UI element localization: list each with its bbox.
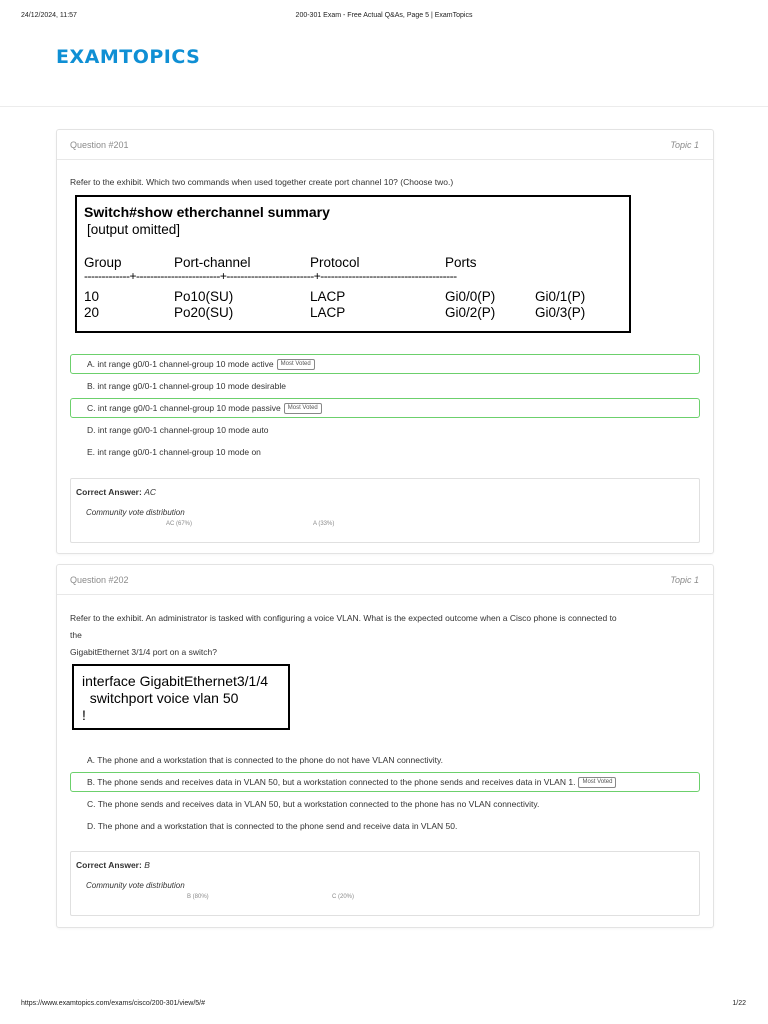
choice-b[interactable] — [70, 376, 700, 396]
choice-text: C. int range g0/0-1 channel-group 10 mode passive — [87, 403, 281, 413]
choice-text: B. int range g0/0-1 channel-group 10 mode desirable — [87, 381, 286, 391]
vote-segment: B (80%) — [187, 894, 209, 900]
exhibit-header-cell: Protocol — [310, 255, 360, 270]
question-text-line: GigabitEthernet 3/1/4 port on a switch? — [70, 647, 217, 657]
print-footer — [0, 1000, 768, 1010]
exhibit-cell: Gi0/0(P) — [445, 289, 496, 304]
question-number: Question #201 — [70, 140, 129, 150]
question-topic: Topic 1 — [670, 575, 699, 585]
print-title: 200-301 Exam - Free Actual Q&As, Page 5 | ExamTopics — [295, 12, 473, 19]
exhibit-cell: LACP — [310, 305, 346, 320]
exhibit-omitted: [output omitted] — [87, 222, 181, 237]
choice-text: D. int range g0/0-1 channel-group 10 mode auto — [87, 425, 269, 435]
question-text-line: Refer to the exhibit. Which two commands when used together create port channel 10? (Choose two.) — [70, 177, 454, 187]
exhibit-header-cell: Port-channel — [174, 255, 251, 270]
choice-b[interactable] — [70, 772, 700, 792]
print-date: 24/12/2024, 11:57 — [21, 12, 77, 19]
choice-text: C. The phone sends and receives data in VLAN 50, but a workstation connected to the phone has no VLAN connectivity. — [87, 799, 540, 809]
page-number: 1/22 — [732, 1000, 746, 1007]
vote-segment: A (33%) — [313, 521, 335, 527]
correct-answer-value: B — [144, 860, 150, 870]
correct-answer — [76, 487, 156, 497]
exhibit-line: switchport voice vlan 50 — [82, 690, 239, 706]
vote-segment: C (20%) — [332, 894, 355, 900]
choice-e[interactable] — [70, 442, 700, 462]
correct-answer-label: Correct Answer: — [76, 487, 142, 497]
choice-text: A. int range g0/0-1 channel-group 10 mode active — [87, 359, 274, 369]
choice-a[interactable] — [70, 750, 700, 770]
exhibit-cell: Gi0/1(P) — [535, 289, 586, 304]
exhibit-cell: Gi0/2(P) — [445, 305, 496, 320]
correct-answer-box — [70, 478, 700, 543]
question-card-201 — [56, 129, 714, 554]
exhibit-cell: LACP — [310, 289, 346, 304]
correct-answer-label: Correct Answer: — [76, 860, 142, 870]
correct-answer-value: AC — [144, 487, 157, 497]
question-card-202 — [56, 564, 714, 928]
correct-answer-box — [70, 851, 700, 916]
choice-d[interactable] — [70, 816, 700, 836]
question-header — [57, 565, 713, 595]
exhibit-title: Switch#show etherchannel summary — [84, 204, 330, 220]
print-header — [0, 12, 768, 24]
choice-text: E. int range g0/0-1 channel-group 10 mode on — [87, 447, 261, 457]
exhibit-cell: Po20(SU) — [174, 305, 234, 320]
exhibit-image — [75, 195, 631, 333]
exhibit-line: interface GigabitEthernet3/1/4 — [82, 673, 269, 689]
exhibit-header-cell: Ports — [445, 255, 477, 270]
choice-c[interactable] — [70, 398, 700, 418]
exhibit-cell: Po10(SU) — [174, 289, 234, 304]
question-text — [70, 174, 453, 191]
vote-distribution-label: Community vote distribution — [86, 881, 185, 890]
vote-segment: AC (67%) — [166, 521, 193, 527]
header-divider — [0, 106, 768, 107]
exhibit-cell: 20 — [84, 305, 100, 320]
exhibit-cell: Gi0/3(P) — [535, 305, 586, 320]
most-voted-badge: Most Voted — [284, 403, 322, 414]
exhibit-separator: -------------+------------------------+-------------------------+--------------------------------------- — [84, 269, 457, 283]
most-voted-badge: Most Voted — [578, 777, 616, 788]
vote-distribution-label: Community vote distribution — [86, 508, 185, 517]
question-text — [70, 610, 617, 661]
exhibit-line: ! — [82, 707, 86, 723]
correct-answer — [76, 860, 150, 870]
choice-text: D. The phone and a workstation that is connected to the phone send and receive data in VLAN 50. — [87, 821, 458, 831]
exhibit-header-cell: Group — [84, 255, 122, 270]
question-text-line: Refer to the exhibit. An administrator is tasked with configuring a voice VLAN. What is the expected outcome when a Cisco phone is connected to — [70, 613, 617, 623]
choice-text: B. The phone sends and receives data in VLAN 50, but a workstation connected to the phone sends and receives data in VLAN 1. — [87, 777, 576, 787]
print-url: https://www.examtopics.com/exams/cisco/200-301/view/5/# — [21, 1000, 206, 1007]
logo-text: EXAMTOPICS — [56, 46, 201, 68]
question-number: Question #202 — [70, 575, 129, 585]
question-text-line: the — [70, 630, 82, 640]
question-topic: Topic 1 — [670, 140, 699, 150]
question-header — [57, 130, 713, 160]
examtopics-logo[interactable] — [56, 46, 200, 68]
exhibit-image — [72, 664, 290, 730]
most-voted-badge: Most Voted — [277, 359, 315, 370]
choice-text: A. The phone and a workstation that is connected to the phone do not have VLAN connectivity. — [87, 755, 443, 765]
choice-a[interactable] — [70, 354, 700, 374]
exhibit-cell: 10 — [84, 289, 100, 304]
choice-c[interactable] — [70, 794, 700, 814]
choice-d[interactable] — [70, 420, 700, 440]
